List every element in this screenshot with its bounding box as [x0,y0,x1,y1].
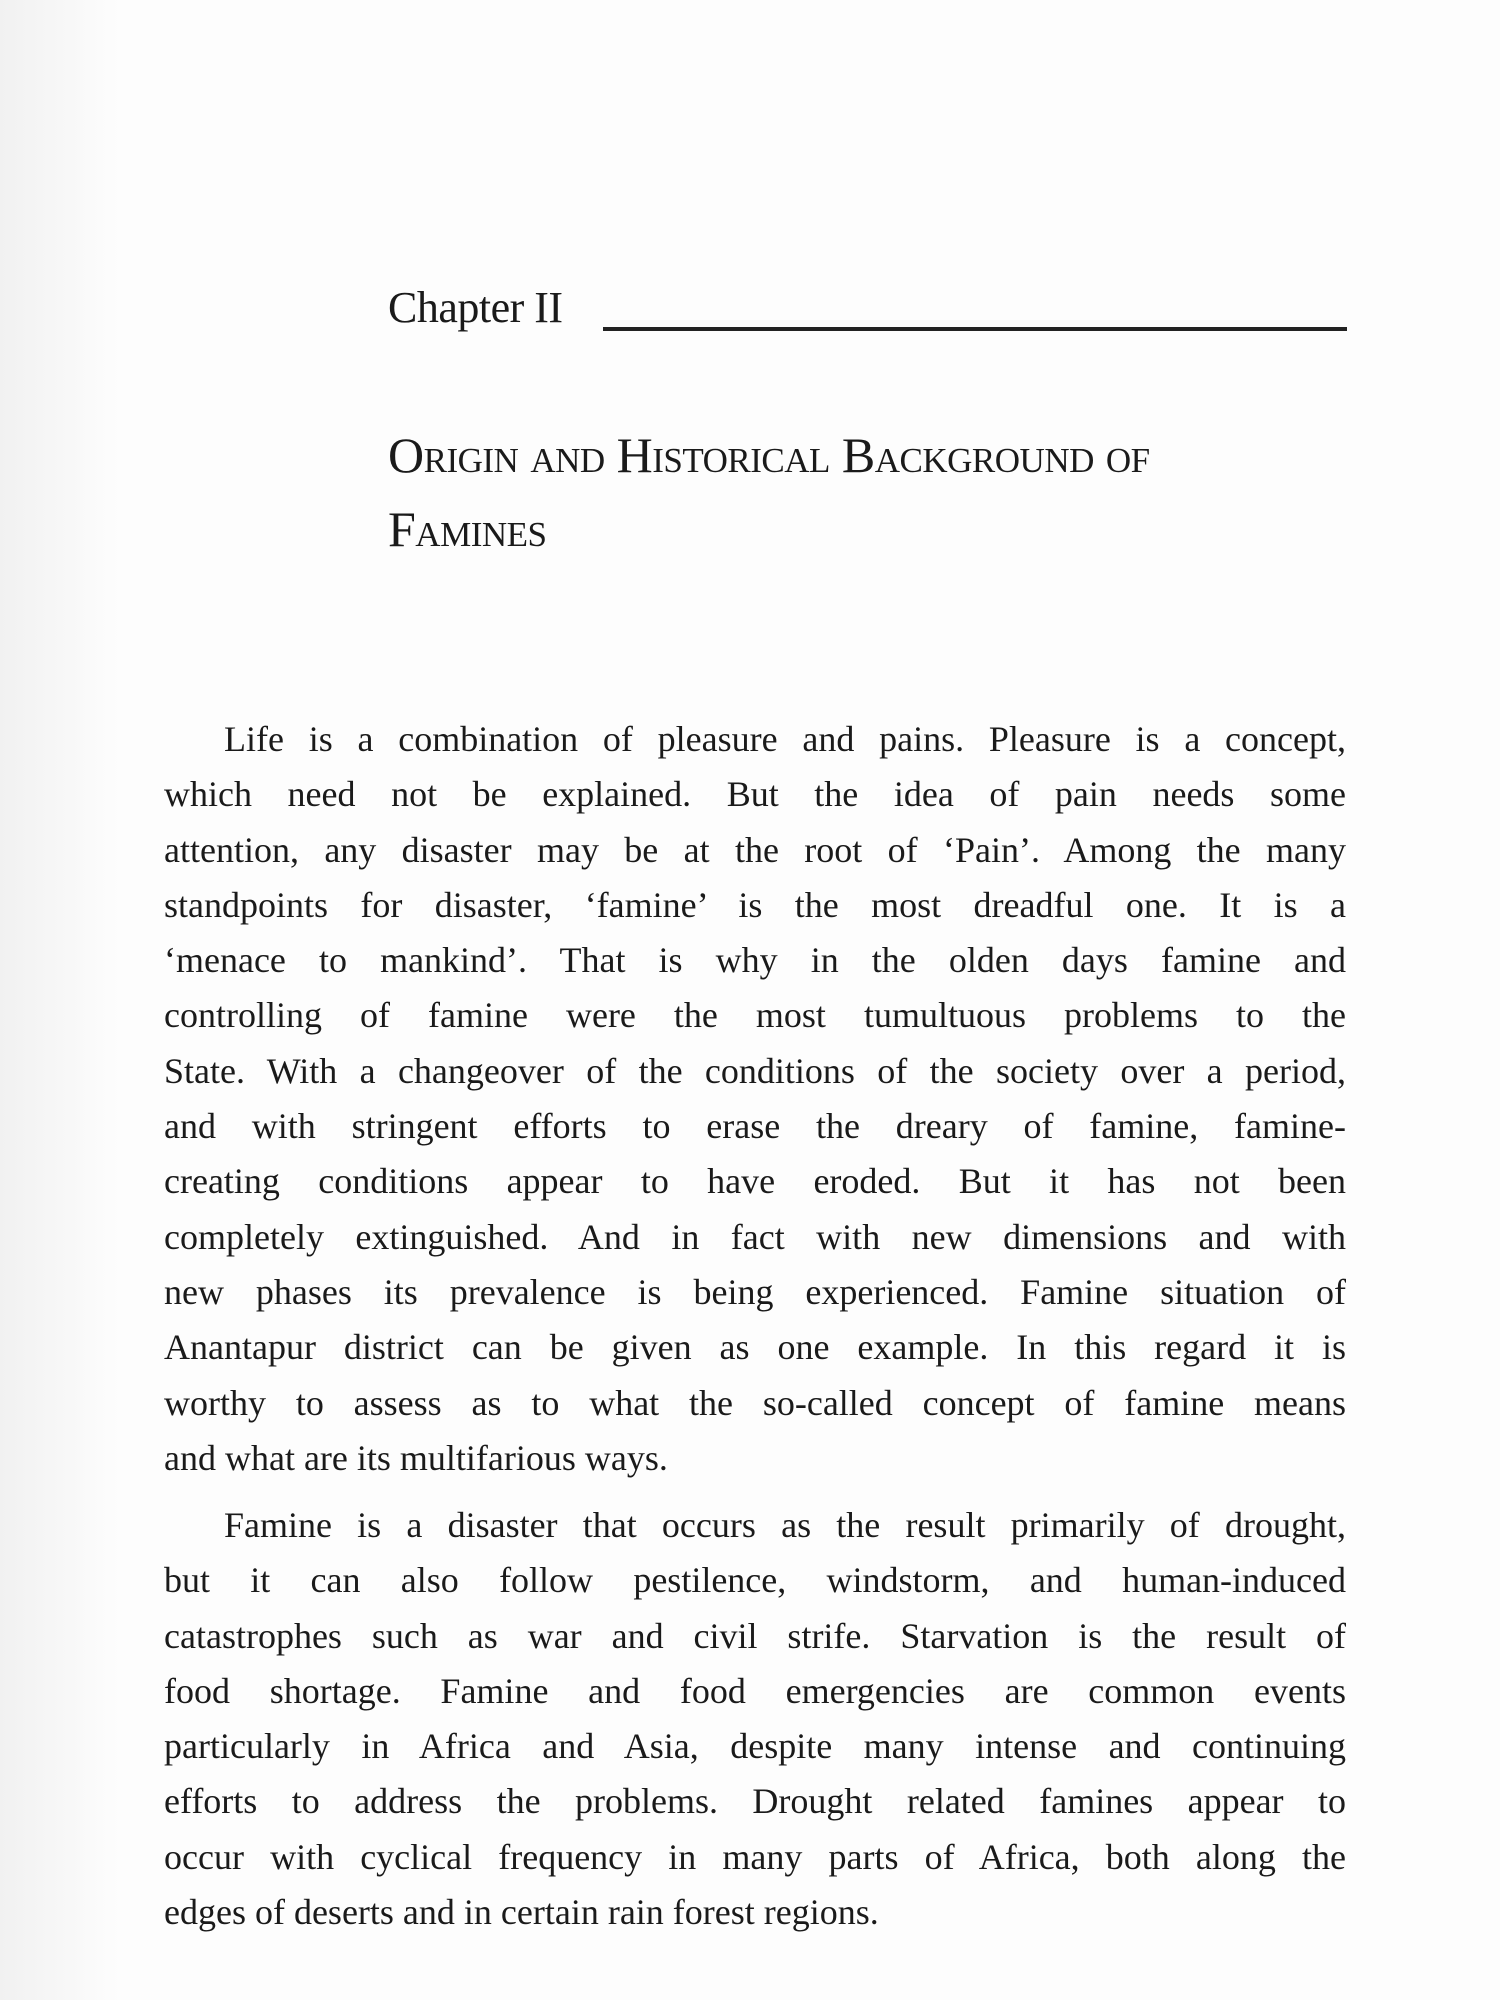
paragraph-2 [164,1498,1346,1940]
chapter-title [388,418,1368,566]
page-edge-shadow [0,0,120,2000]
text-line: Famine is a disaster that occurs as the result primarily of drought, [224,1505,1346,1545]
text-line: Anantapur district can be given as one example. In this regard it is [164,1327,1346,1368]
text-line: controlling of famine were the most tumultuous problems to the [164,995,1346,1036]
text-line: and with stringent efforts to erase the dreary of famine, famine- [164,1106,1346,1147]
text-line: catastrophes such as war and civil strife. Starvation is the result of [164,1615,1346,1656]
text-line: which need not be explained. But the idea of pain needs some [164,774,1346,815]
title-line: Famines [388,501,547,557]
text-line: edges of deserts and in certain rain forest regions. [164,1892,879,1933]
chapter-rule [603,327,1347,331]
text-line: Life is a combination of pleasure and pains. Pleasure is a concept, [224,719,1346,759]
text-line: worthy to assess as to what the so-called concept of famine means [164,1382,1346,1423]
text-line: creating conditions appear to have eroded. But it has not been [164,1161,1346,1202]
text-line: standpoints for disaster, ‘famine’ is the most dreadful one. It is a [164,884,1346,925]
title-line: Origin and Historical Background of [388,427,1150,483]
text-line: and what are its multifarious ways. [164,1437,668,1478]
text-line: ‘menace to mankind’. That is why in the olden days famine and [164,940,1346,981]
text-line: efforts to address the problems. Drought related famines appear to [164,1781,1346,1822]
text-line: completely extinguished. And in fact with new dimensions and with [164,1216,1346,1257]
text-line: attention, any disaster may be at the root of ‘Pain’. Among the many [164,829,1346,870]
chapter-label: Chapter II [388,283,563,332]
text-line: occur with cyclical frequency in many parts of Africa, both along the [164,1836,1346,1877]
paragraph-1 [164,712,1346,1486]
text-line: State. With a changeover of the conditions of the society over a period, [164,1050,1346,1091]
text-line: but it can also follow pestilence, windstorm, and human-induced [164,1560,1346,1601]
text-line: particularly in Africa and Asia, despite many intense and continuing [164,1726,1346,1767]
text-line: new phases its prevalence is being experienced. Famine situation of [164,1271,1346,1312]
text-line: food shortage. Famine and food emergencies are common events [164,1670,1346,1711]
